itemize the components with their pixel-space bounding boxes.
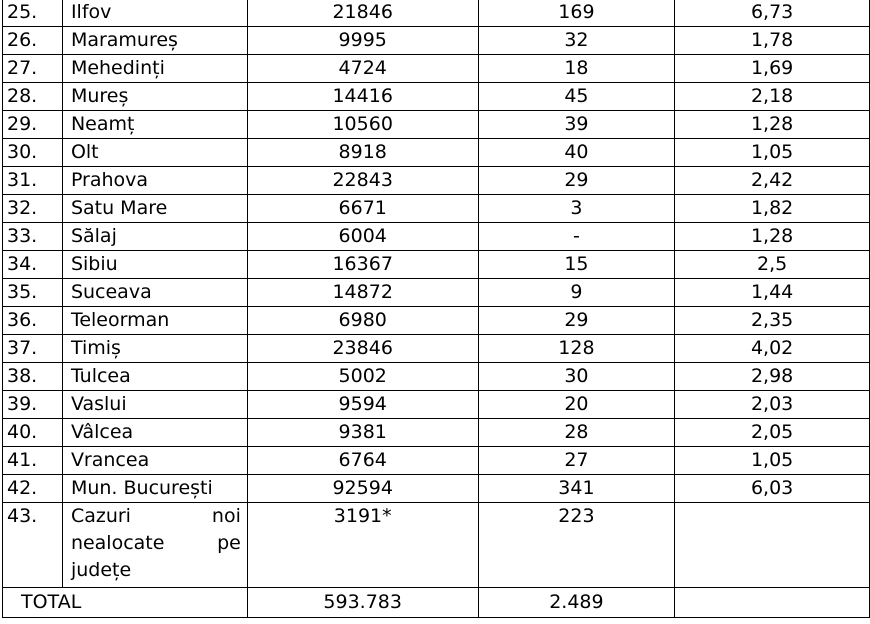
county-name (62, 503, 247, 588)
table-row (3, 335, 870, 363)
incidence-rate: 2,05 (675, 419, 870, 447)
total-label: TOTAL (3, 588, 248, 618)
total-cases: 9381 (247, 419, 478, 447)
row-index: 35. (3, 279, 63, 307)
row-index: 38. (3, 363, 63, 391)
row-index: 30. (3, 139, 63, 167)
new-cases: 341 (478, 475, 675, 503)
total-cases: 6004 (247, 223, 478, 251)
county-cases-table (2, 0, 870, 618)
total-cases: 5002 (247, 363, 478, 391)
incidence-rate (675, 503, 870, 588)
table-row (3, 167, 870, 195)
county-name: Sibiu (62, 251, 247, 279)
new-cases: 29 (478, 167, 675, 195)
row-index: 34. (3, 251, 63, 279)
row-index: 29. (3, 111, 63, 139)
total-cases: 3191* (247, 503, 478, 588)
table-row-total (3, 588, 870, 618)
row-index: 33. (3, 223, 63, 251)
incidence-rate: 6,73 (675, 0, 870, 27)
new-cases: 3 (478, 195, 675, 223)
row-index: 43. (3, 503, 63, 588)
row-index: 27. (3, 55, 63, 83)
new-cases: 30 (478, 363, 675, 391)
county-name: Olt (62, 139, 247, 167)
row-index: 40. (3, 419, 63, 447)
incidence-rate: 1,05 (675, 447, 870, 475)
county-name: Teleorman (62, 307, 247, 335)
total-cases: 4724 (247, 55, 478, 83)
table-row (3, 279, 870, 307)
new-cases: 40 (478, 139, 675, 167)
table-row (3, 139, 870, 167)
incidence-rate: 1,28 (675, 111, 870, 139)
county-name: Prahova (62, 167, 247, 195)
row-index: 42. (3, 475, 63, 503)
total-cases: 9594 (247, 391, 478, 419)
incidence-rate: 2,35 (675, 307, 870, 335)
total-cases: 16367 (247, 251, 478, 279)
total-cases: 92594 (247, 475, 478, 503)
table-row (3, 195, 870, 223)
county-name: Sălaj (62, 223, 247, 251)
incidence-rate: 1,28 (675, 223, 870, 251)
county-name: Ilfov (62, 0, 247, 27)
total-cases: 14416 (247, 83, 478, 111)
table-row (3, 223, 870, 251)
incidence-rate: 1,78 (675, 27, 870, 55)
row-index: 26. (3, 27, 63, 55)
row-index: 31. (3, 167, 63, 195)
total-cases: 23846 (247, 335, 478, 363)
total-cases: 22843 (247, 167, 478, 195)
total-cases: 6671 (247, 195, 478, 223)
row-index: 37. (3, 335, 63, 363)
total-cases: 10560 (247, 111, 478, 139)
new-cases: 20 (478, 391, 675, 419)
new-cases: 18 (478, 55, 675, 83)
county-name: Mehedinți (62, 55, 247, 83)
county-name: Vâlcea (62, 419, 247, 447)
table-row (3, 475, 870, 503)
table-row (3, 0, 870, 27)
incidence-rate: 2,98 (675, 363, 870, 391)
table-row (3, 251, 870, 279)
table-row (3, 307, 870, 335)
row-index: 28. (3, 83, 63, 111)
new-cases: 32 (478, 27, 675, 55)
incidence-rate: 1,05 (675, 139, 870, 167)
table-row (3, 55, 870, 83)
incidence-rate: 2,5 (675, 251, 870, 279)
table-row (3, 391, 870, 419)
table-row (3, 363, 870, 391)
new-cases: 223 (478, 503, 675, 588)
name-line-2: nealocate pe (70, 532, 241, 554)
county-name: Neamț (62, 111, 247, 139)
total-new-sum: 2.489 (478, 588, 675, 618)
incidence-rate: 1,44 (675, 279, 870, 307)
name-line-1: Cazuri noi (70, 505, 241, 527)
total-cases: 21846 (247, 0, 478, 27)
table-body (3, 0, 870, 618)
county-name: Timiș (62, 335, 247, 363)
incidence-rate: 2,18 (675, 83, 870, 111)
new-cases: 29 (478, 307, 675, 335)
incidence-rate: 4,02 (675, 335, 870, 363)
new-cases: - (478, 223, 675, 251)
total-cases-sum: 593.783 (247, 588, 478, 618)
new-cases: 27 (478, 447, 675, 475)
table-row (3, 447, 870, 475)
new-cases: 39 (478, 111, 675, 139)
new-cases: 128 (478, 335, 675, 363)
new-cases: 15 (478, 251, 675, 279)
incidence-rate: 1,82 (675, 195, 870, 223)
total-cases: 8918 (247, 139, 478, 167)
row-index: 25. (3, 0, 63, 27)
total-cases: 9995 (247, 27, 478, 55)
county-name: Mun. București (62, 475, 247, 503)
county-name: Vaslui (62, 391, 247, 419)
county-name: Satu Mare (62, 195, 247, 223)
table-row (3, 83, 870, 111)
new-cases: 169 (478, 0, 675, 27)
new-cases: 28 (478, 419, 675, 447)
incidence-rate: 2,42 (675, 167, 870, 195)
table-row (3, 111, 870, 139)
county-name: Suceava (62, 279, 247, 307)
new-cases: 45 (478, 83, 675, 111)
name-line-3: județe (70, 559, 132, 581)
row-index: 36. (3, 307, 63, 335)
row-index: 32. (3, 195, 63, 223)
incidence-rate: 6,03 (675, 475, 870, 503)
county-name: Maramureș (62, 27, 247, 55)
new-cases: 9 (478, 279, 675, 307)
incidence-rate: 2,03 (675, 391, 870, 419)
row-index: 41. (3, 447, 63, 475)
county-name: Tulcea (62, 363, 247, 391)
total-cases: 6764 (247, 447, 478, 475)
total-cases: 14872 (247, 279, 478, 307)
table-row-unallocated (3, 503, 870, 588)
table-row (3, 27, 870, 55)
total-rate (675, 588, 870, 618)
total-cases: 6980 (247, 307, 478, 335)
county-name: Mureș (62, 83, 247, 111)
county-name: Vrancea (62, 447, 247, 475)
row-index: 39. (3, 391, 63, 419)
table-row (3, 419, 870, 447)
incidence-rate: 1,69 (675, 55, 870, 83)
